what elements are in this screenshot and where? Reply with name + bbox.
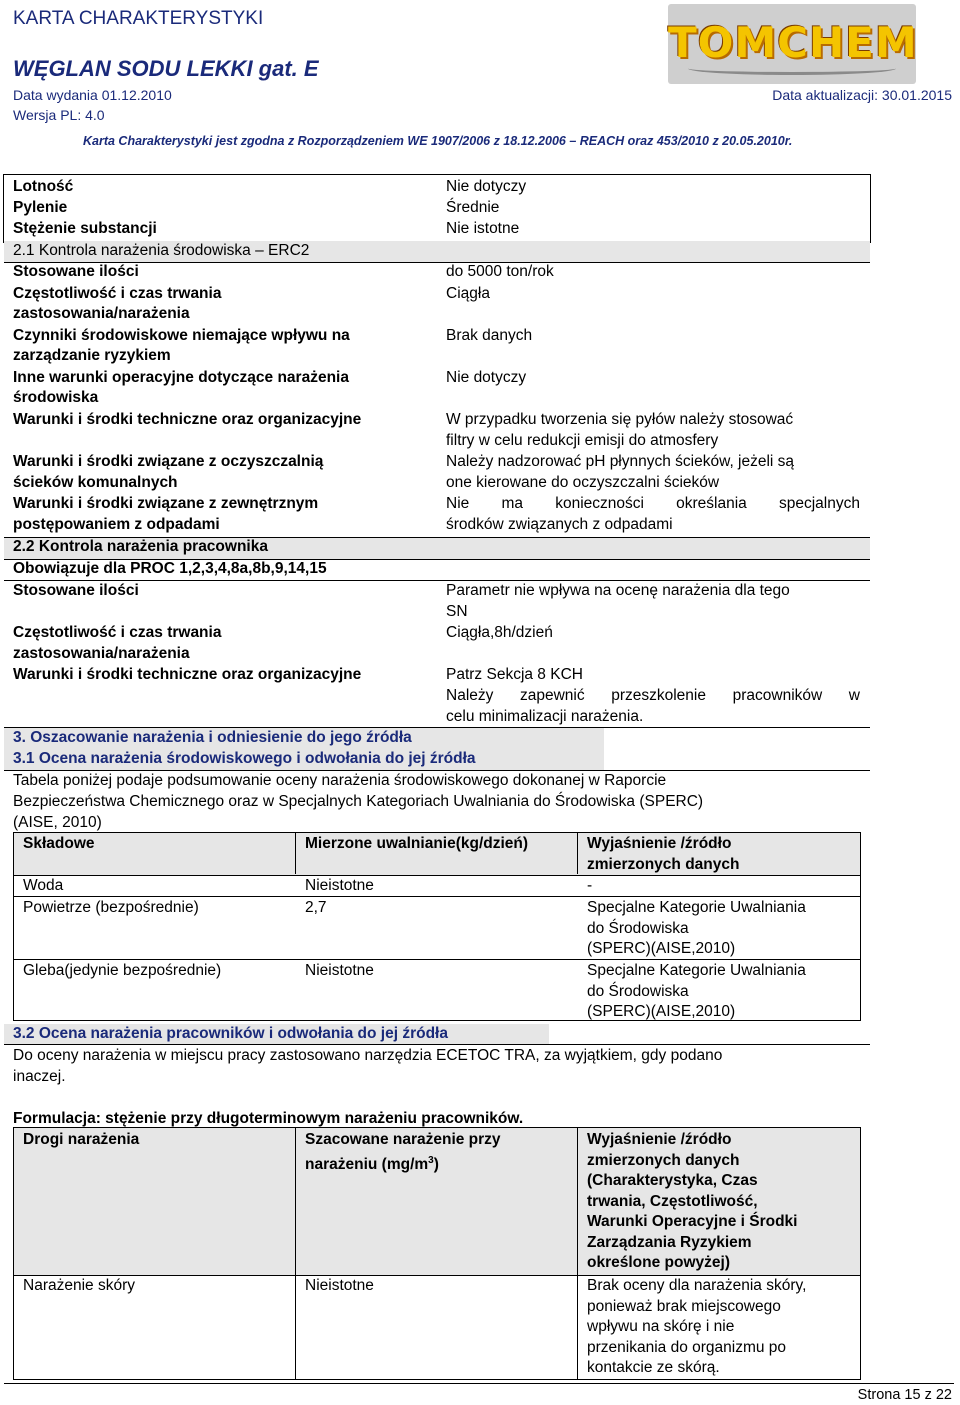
label-oczyszczalnia-2: ścieków komunalnych <box>13 474 178 491</box>
header-title: KARTA CHARAKTERYSTYKI <box>13 8 264 29</box>
label-inne-2: środowiska <box>13 389 99 406</box>
para31-line3: (AISE, 2010) <box>13 814 102 831</box>
label-czestotliwosc-2: zastosowania/narażenia <box>13 305 190 322</box>
table-row-powietrze-c3-2: do Środowiska <box>587 920 689 937</box>
company-logo <box>668 4 916 84</box>
table2-row-c3-5: kontakcie ze skórą. <box>587 1359 720 1376</box>
table1-header-col3-line1: Wyjaśnienie /źródło <box>587 835 732 852</box>
value-22-warunki-1: Patrz Sekcja 8 KCH <box>446 666 583 683</box>
table2-header-col2-close: ) <box>433 1156 439 1174</box>
value-odpady-2: środków związanych z odpadami <box>446 516 673 533</box>
table2-header-col2-text: narażeniu (mg/m <box>305 1156 429 1174</box>
value-22-ilosci-1: Parametr nie wpływa na ocenę narażenia dla tego <box>446 582 790 599</box>
table2-row-c3-3: wpływu na skórę i nie <box>587 1318 735 1335</box>
table-row-gleba-c1: Gleba(jedynie bezpośrednie) <box>23 962 222 979</box>
para32-line1: Do oceny narażenia w miejscu pracy zastosowano narzędzia ECETOC TRA, za wyjątkiem, gdy podano <box>13 1047 723 1064</box>
table2-header-col2-line1: Szacowane narażenie przy <box>305 1131 501 1148</box>
label-22-czestotliwosc-2: zastosowania/narażenia <box>13 645 190 662</box>
label-odpady-1: Warunki i środki związane z zewnętrznym <box>13 495 319 512</box>
section-32-heading: 3.2 Ocena narażenia pracowników i odwołania do jej źródła <box>13 1025 448 1042</box>
label-stezenie: Stężenie substancji <box>13 220 157 237</box>
table2-header-col1: Drogi narażenia <box>23 1131 140 1148</box>
value-22-warunki-3: celu minimalizacji narażenia. <box>446 708 644 725</box>
value-warunki-techniczne-1: W przypadku tworzenia się pyłów należy stosować <box>446 411 794 428</box>
table-row-gleba-c3-2: do Środowiska <box>587 983 689 1000</box>
product-name: WĘGLAN SODU LEKKI gat. E <box>13 56 319 81</box>
table1-vline-2 <box>577 832 578 874</box>
value-czestotliwosc: Ciągła <box>446 285 490 302</box>
table2-header-col3-line6: Zarządzania Ryzykiem <box>587 1234 752 1251</box>
section-22-subheading: Obowiązuje dla PROC 1,2,3,4,8a,8b,9,14,15 <box>13 560 327 577</box>
value-oczyszczalnia-2: one kierowane do oczyszczalni ścieków <box>446 474 720 491</box>
label-inne-1: Inne warunki operacyjne dotyczące narażenia <box>13 369 349 386</box>
table2-header-col3-line1: Wyjaśnienie /źródło <box>587 1131 732 1148</box>
footer-rule <box>4 1383 954 1384</box>
value-22-warunki-2: Należy zapewnić przeszkolenie pracowników w <box>446 687 860 704</box>
page-number: Strona 15 z 22 <box>857 1387 952 1403</box>
label-czynniki-2: zarządzanie ryzykiem <box>13 347 171 364</box>
table2-header-col2-line2 <box>305 1151 439 1176</box>
table2-header-col3-line7: określone powyżej) <box>587 1254 730 1271</box>
issue-date: Data wydania 01.12.2010 <box>13 87 172 103</box>
table2-row-c2: Nieistotne <box>305 1277 374 1294</box>
table2-row-c1: Narażenie skóry <box>23 1277 135 1294</box>
value-stosowane-ilosci: do 5000 ton/rok <box>446 263 554 280</box>
update-date: Data aktualizacji: 30.01.2015 <box>772 87 952 103</box>
section-31-heading: 3.1 Ocena narażenia środowiskowego i odwołania do jej źródła <box>13 750 476 767</box>
label-czynniki-1: Czynniki środowiskowe niemające wpływu na <box>13 327 350 344</box>
label-22-warunki: Warunki i środki techniczne oraz organizacyjne <box>13 666 362 683</box>
value-inne: Nie dotyczy <box>446 369 527 386</box>
value-odpady-1: Nie ma konieczności określania specjalnych <box>446 495 860 512</box>
table-row-powietrze-c2: 2,7 <box>305 899 327 916</box>
value-22-czestotliwosc: Ciągła,8h/dzień <box>446 624 553 641</box>
value-stezenie: Nie istotne <box>446 220 520 237</box>
para32-line2: inaczej. <box>13 1068 66 1085</box>
table-row-gleba-c3-3: (SPERC)(AISE,2010) <box>587 1003 736 1020</box>
value-czynniki: Brak danych <box>446 327 533 344</box>
section-3-heading: 3. Oszacowanie narażenia i odniesienie do jego źródła <box>13 729 412 746</box>
label-pylenie: Pylenie <box>13 199 68 216</box>
label-czestotliwosc-1: Częstotliwość i czas trwania <box>13 285 222 302</box>
table2-header-col3-line5: Warunki Operacyjne i Środki <box>587 1213 798 1230</box>
table1-hline-1 <box>13 896 860 897</box>
label-22-czestotliwosc-1: Częstotliwość i czas trwania <box>13 624 222 641</box>
table2-row-c3-1: Brak oceny dla narażenia skóry, <box>587 1277 807 1294</box>
table2-header-col3-line2: zmierzonych danych <box>587 1152 740 1169</box>
table2-header-col3-line3: (Charakterystyka, Czas <box>587 1172 758 1189</box>
logo-swoosh <box>688 62 896 75</box>
para31-line2: Bezpieczeństwa Chemicznego oraz w Specjalnych Kategoriach Uwalniania do Środowiska (SPERC) <box>13 793 704 810</box>
table1-header-col3-line2: zmierzonych danych <box>587 856 740 873</box>
value-pylenie: Średnie <box>446 199 500 216</box>
label-22-ilosci: Stosowane ilości <box>13 582 139 599</box>
table-row-gleba-c2: Nieistotne <box>305 962 374 979</box>
section-22-heading: 2.2 Kontrola narażenia pracownika <box>13 538 268 555</box>
divider-32 <box>4 1044 870 1045</box>
version: Wersja PL: 4.0 <box>13 107 105 123</box>
logo-text: TOMCHEM <box>668 18 918 67</box>
section-21-heading: 2.1 Kontrola narażenia środowiska – ERC2 <box>13 242 310 259</box>
table-row-woda-c3: - <box>587 877 593 894</box>
value-22-ilosci-2: SN <box>446 603 468 620</box>
label-lotnosc: Lotność <box>13 178 74 195</box>
table-row-powietrze-c3-1: Specjalne Kategorie Uwalniania <box>587 899 806 916</box>
table2-header-col2-sup: 3 <box>428 1155 434 1166</box>
para31-line1: Tabela poniżej podaje podsumowanie oceny narażenia środowiskowego dokonanej w Raporcie <box>13 772 667 789</box>
table-row-woda-c1: Woda <box>23 877 64 894</box>
label-oczyszczalnia-1: Warunki i środki związane z oczyszczalnią <box>13 453 324 470</box>
table-row-gleba-c3-1: Specjalne Kategorie Uwalniania <box>587 962 806 979</box>
table2-header-col3-line4: trwania, Częstotliwość, <box>587 1193 758 1210</box>
table-row-powietrze-c3-3: (SPERC)(AISE,2010) <box>587 940 736 957</box>
label-stosowane-ilosci: Stosowane ilości <box>13 263 139 280</box>
table-row-woda-c2: Nieistotne <box>305 877 374 894</box>
label-warunki-techniczne: Warunki i środki techniczne oraz organizacyjne <box>13 411 362 428</box>
formulation-heading: Formulacja: stężenie przy długoterminowym narażeniu pracowników. <box>13 1110 524 1127</box>
table1-vline-1 <box>295 832 296 874</box>
table2-row-c3-2: ponieważ brak miejscowego <box>587 1298 781 1315</box>
table2-row-c3-4: przenikania do organizmu po <box>587 1339 787 1356</box>
regulation-note: Karta Charakterystyki jest zgodna z Rozporządzeniem WE 1907/2006 z 18.12.2006 – REACH oraz 453/2010 z 20.05.2010r. <box>83 134 793 148</box>
value-lotnosc: Nie dotyczy <box>446 178 527 195</box>
label-odpady-2: postępowaniem z odpadami <box>13 516 220 533</box>
value-oczyszczalnia-1: Należy nadzorować pH płynnych ścieków, jeżeli są <box>446 453 795 470</box>
table1-header-col2: Mierzone uwalnianie(kg/dzień) <box>305 835 529 852</box>
table1-header-col1: Składowe <box>23 835 95 852</box>
table-row-powietrze-c1: Powietrze (bezpośrednie) <box>23 899 199 916</box>
value-warunki-techniczne-2: filtry w celu redukcji emisji do atmosfery <box>446 432 719 449</box>
